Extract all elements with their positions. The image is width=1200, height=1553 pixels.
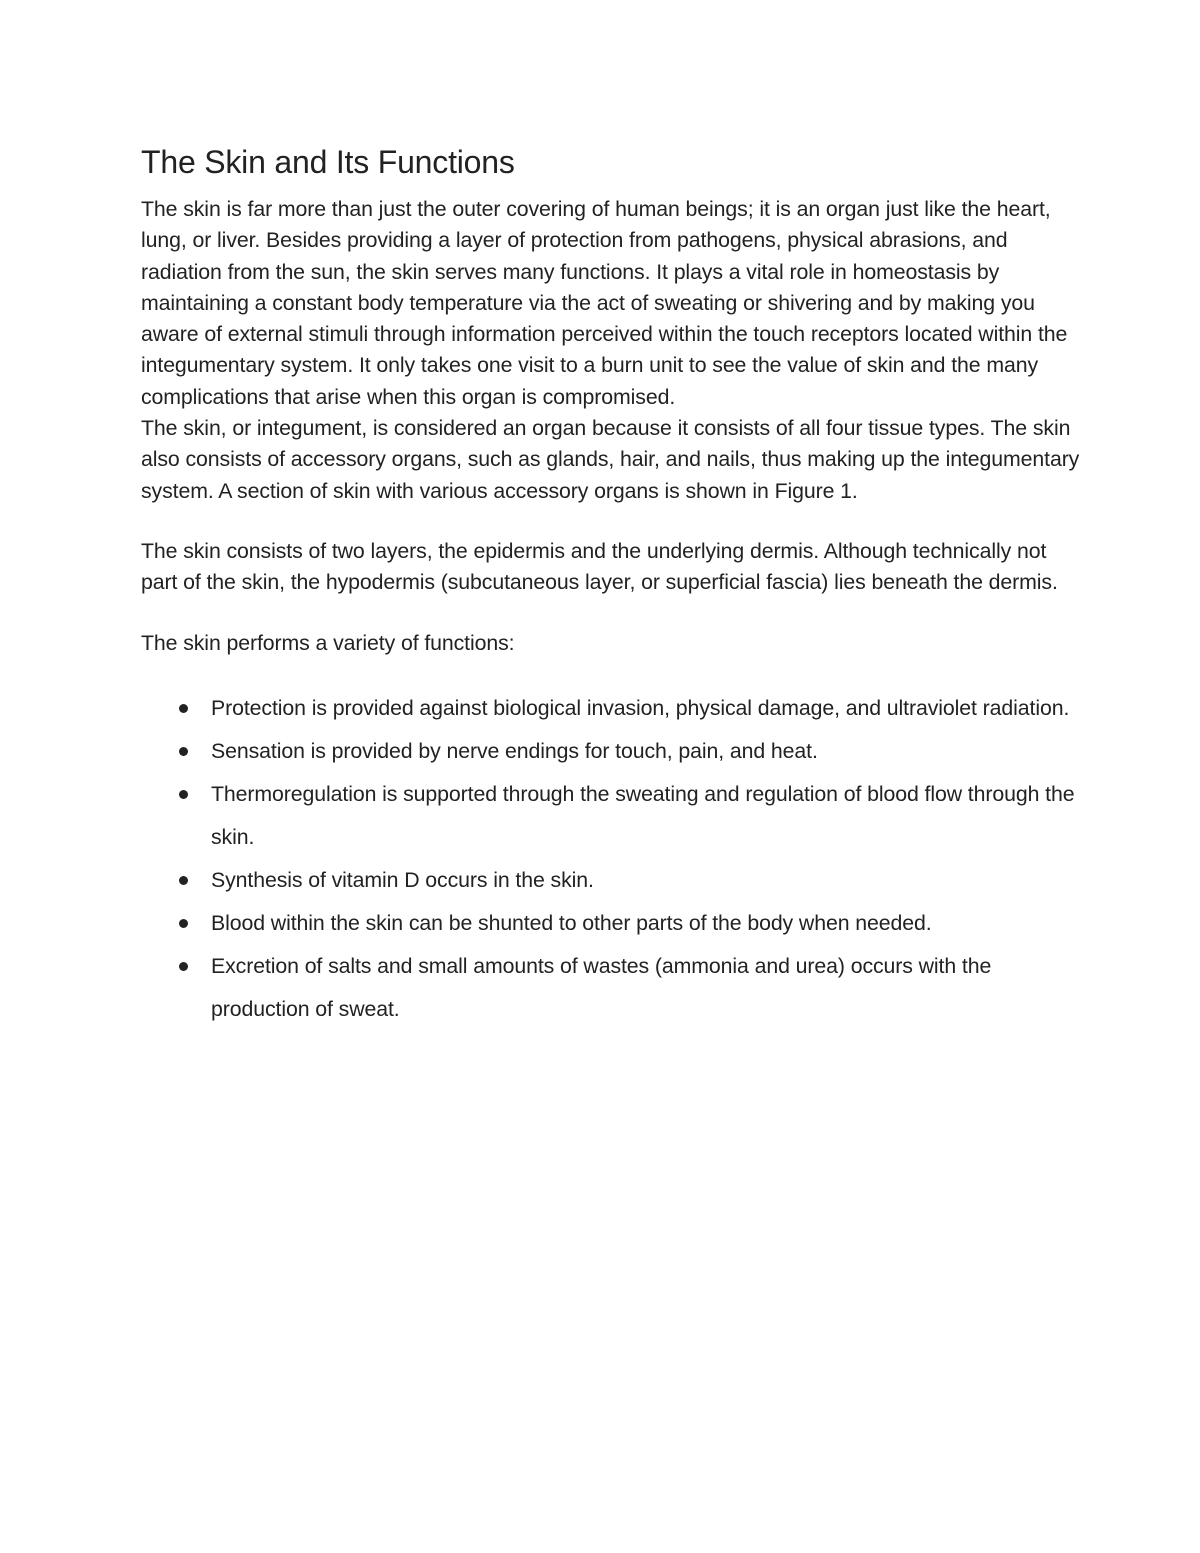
bullet-icon bbox=[179, 704, 188, 713]
bullet-icon bbox=[179, 747, 188, 756]
bullet-icon bbox=[179, 790, 188, 799]
list-item bbox=[141, 902, 1081, 945]
paragraph-spacer bbox=[141, 599, 1081, 628]
document-page bbox=[141, 140, 1081, 1031]
functions-list bbox=[141, 687, 1081, 1031]
list-item bbox=[141, 945, 1081, 1031]
list-item-text: Protection is provided against biological invasion, physical damage, and ultraviolet radiation. bbox=[211, 695, 1070, 720]
bullet-icon bbox=[179, 962, 188, 971]
list-item bbox=[141, 730, 1081, 773]
bullet-icon bbox=[179, 876, 188, 885]
bullet-icon bbox=[179, 919, 188, 928]
layers-paragraph: The skin consists of two layers, the epidermis and the underlying dermis. Although technically not part of the skin, the hypodermis (subcutaneous layer, or superficial fascia) lies beneath the dermis. bbox=[141, 538, 1058, 595]
functions-intro: The skin performs a variety of functions: bbox=[141, 630, 515, 655]
list-item bbox=[141, 687, 1081, 730]
intro-paragraph: The skin is far more than just the outer covering of human beings; it is an organ just like the heart, lung, or liver. Besides providing a layer of protection from pathogens, physical abrasions, and radiation from the sun, the skin serves many functions. It plays a vital role in homeostasis by maintaining a constant body temperature via the act of sweating or shivering and by making you aware of external stimuli through information perceived within the touch receptors located within the integumentary system. It only takes one visit to a burn unit to see the value of skin and the many complications that arise when this organ is compromised. bbox=[141, 197, 1068, 409]
list-item-text: Sensation is provided by nerve endings for touch, pain, and heat. bbox=[211, 738, 818, 763]
integument-paragraph: The skin, or integument, is considered an organ because it consists of all four tissue types. The skin also consists of accessory organs, such as glands, hair, and nails, thus making up the integumentary system. A section of skin with various accessory organs is shown in Figure 1. bbox=[141, 416, 1080, 503]
page-title: The Skin and Its Functions bbox=[141, 144, 515, 180]
list-item-text: Thermoregulation is supported through the sweating and regulation of blood flow through the skin. bbox=[211, 781, 1075, 849]
list-item-text: Excretion of salts and small amounts of wastes (ammonia and urea) occurs with the production of sweat. bbox=[211, 953, 992, 1021]
list-item bbox=[141, 859, 1081, 902]
list-item-text: Synthesis of vitamin D occurs in the skin. bbox=[211, 867, 594, 892]
list-item-text: Blood within the skin can be shunted to other parts of the body when needed. bbox=[211, 910, 932, 935]
paragraph-spacer bbox=[141, 507, 1081, 536]
list-item bbox=[141, 773, 1081, 859]
